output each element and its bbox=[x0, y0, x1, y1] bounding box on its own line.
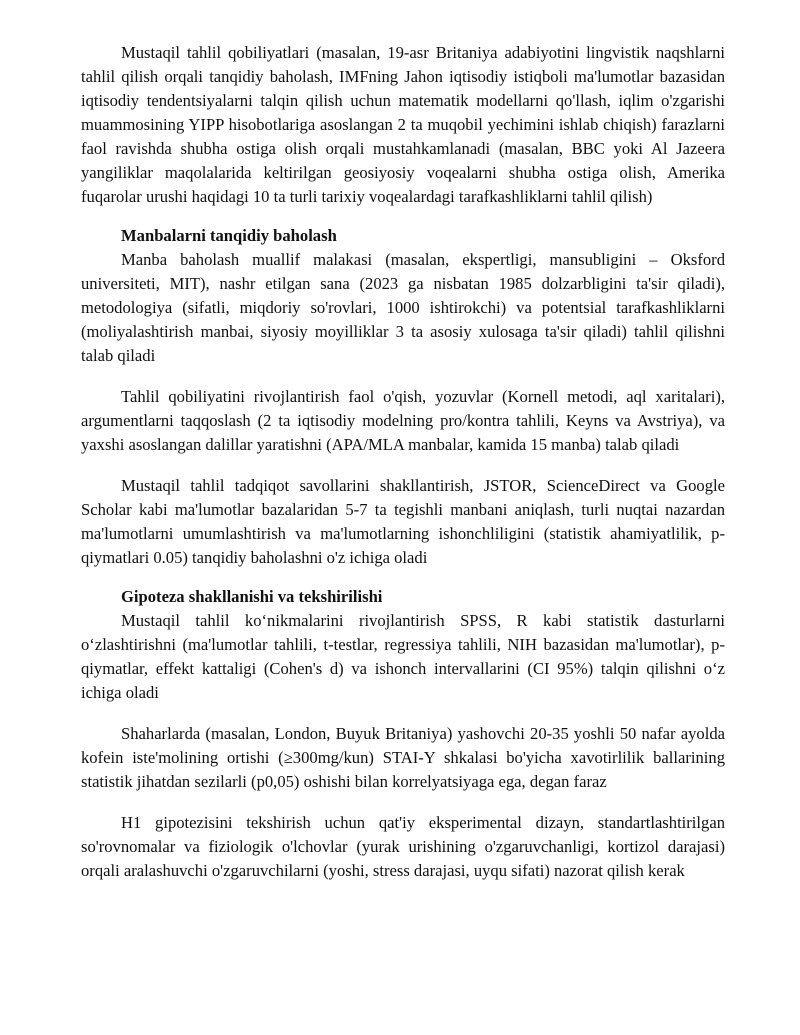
document-page bbox=[81, 41, 725, 883]
paragraph-analytical-skills: Mustaqil tahlil qobiliyatlari (masalan, 19-asr Britaniya adabiyotini lingvistik naqshlarni tahlil qilish orqali tanqidiy baholash, IMFning Jahon iqtisodiy istiqboli ma'lumotlar bazasidan iqtisodiy tendentsiyalarni talqin qilish uchun matematik modellarni qo'llash, iqlim o'zgarishi muammosining YIPP hisobotlariga asoslangan 2 ta muqobil yechimini ishlab chiqish) farazlarni faol ravishda shubha ostiga olish orqali mustahkamlanadi (masalan, BBC yoki Al Jazeera yangiliklar maqolalarida keltirilgan geosiyosiy voqealarni shubha ostiga olish, Amerika fuqarolar urushi haqidagi 10 ta turli tarixiy voqealardagi tarafkashliklarni tahlil qilish) bbox=[81, 43, 725, 206]
heading-hypothesis: Gipoteza shakllanishi va tekshirilishi bbox=[121, 587, 383, 606]
paragraph-research-questions: Mustaqil tahlil tadqiqot savollarini shakllantirish, JSTOR, ScienceDirect va Google Scholar kabi ma'lumotlar bazalaridan 5-7 ta tegishli manbani aniqlash, turli nuqtai nazardan ma'lumotlarni umumlashtirish va ma'lumotlarning ishonchliligini (statistik ahamiyatlilik, p-qiymatlari 0.05) tanqidiy baholashni o'z ichiga oladi bbox=[81, 476, 725, 567]
paragraph-analysis-development: Tahlil qobiliyatini rivojlantirish faol o'qish, yozuvlar (Kornell metodi, aql xaritalari), argumentlarni taqqoslash (2 ta iqtisodiy modelning pro/kontra tahlili, Keyns va Avstriya), va yaxshi asoslangan dalillar yaratishni (APA/MLA manbalar, kamida 15 manba) talab qiladi bbox=[81, 387, 725, 454]
paragraph-hypothesis-testing: H1 gipotezisini tekshirish uchun qat'iy eksperimental dizayn, standartlashtirilgan so'rovnomalar va fiziologik o'lchovlar (yurak urishining o'zgaruvchanligi, kortizol darajasi) orqali aralashuvchi o'zgaruvchilarni (yoshi, stress darajasi, uyqu sifati) nazorat qilish kerak bbox=[81, 813, 725, 880]
paragraph-statistical-skills: Mustaqil tahlil ko‘nikmalarini rivojlantirish SPSS, R kabi statistik dasturlarni o‘zlashtirishni (ma'lumotlar tahlili, t-testlar, regressiya tahlili, NIH bazasidan ma'lumotlar), p-qiymatlar, effekt kattaligi (Cohen's d) va ishonch intervallarini (CI 95%) talqin qilishni o‘z ichiga oladi bbox=[81, 611, 725, 702]
paragraph-source-evaluation: Manba baholash muallif malakasi (masalan, ekspertligi, mansubligini – Oksford universiteti, MIT), nashr etilgan sana (2023 ga nisbatan 1985 dolzarbligini ta'sir qiladi), metodologiya (sifatli, miqdoriy so'rovlari, 1000 ishtirokchi) va potentsial tarafkashliklarni (moliyalashtirish manbai, siyosiy moyilliklar 3 ta asosiy xulosaga ta'sir qiladi) tahlil qilishni talab qiladi bbox=[81, 250, 725, 365]
heading-source-evaluation: Manbalarni tanqidiy baholash bbox=[121, 226, 337, 245]
paragraph-hypothesis-statement: Shaharlarda (masalan, London, Buyuk Britaniya) yashovchi 20-35 yoshli 50 nafar ayolda kofein iste'molining ortishi (≥300mg/kun) STAI-Y shkalasi bo'yicha xavotirlilik ballarining statistik jihatdan sezilarli (p0,05) oshishi bilan korrelyatsiyaga ega, degan faraz bbox=[81, 724, 725, 791]
